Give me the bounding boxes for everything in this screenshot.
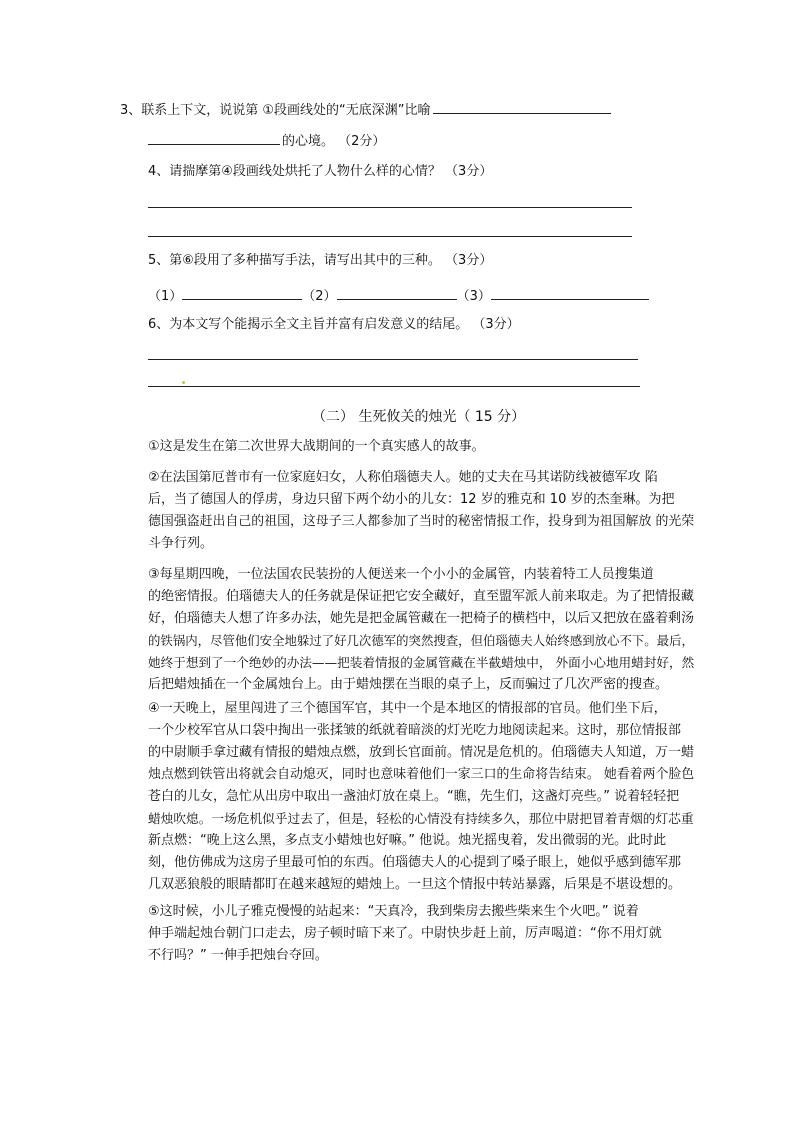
paragraph-4-line: 的中尉顺手拿过藏有情报的蜡烛点燃，放到长官面前。情况是危机的。伯瑙德夫人知道，万一蜡 — [148, 745, 695, 760]
answer-blank-2[interactable] — [337, 285, 457, 300]
paragraph-2-line: ②在法国第厄普市有一位家庭妇女，人称伯瑙德夫人。她的丈夫在马其诺防线被德军攻 陷 — [148, 470, 658, 485]
question-3 — [120, 99, 611, 120]
answer-line[interactable] — [148, 386, 640, 387]
paragraph-5-line: ⑤这时候，小儿子雅克慢慢的站起来：“天真冷，我到柴房去搬些柴来生个火吧。” 说着 — [148, 904, 639, 919]
paragraph-4-line: 几双恶狼般的眼睛都盯在越来越短的蜡烛上。一旦这个情报中转站暴露，后果是不堪设想的。 — [148, 877, 682, 892]
paragraph-4-line: 刻，他仿佛成为这房子里最可怕的东西。伯瑙德夫人的心提到了嗓子眼上，她似乎感到德军那 — [148, 855, 682, 870]
question-5: 5、第⑥段用了多种描写手法，请写出其中的三种。 （3分） — [148, 253, 493, 268]
answer-blank-1[interactable] — [182, 285, 302, 300]
stray-mark — [182, 381, 185, 384]
question-5-blanks — [148, 285, 649, 306]
paragraph-3-line: 的铁锅内，尽管他们安全地躲过了好几次德军的突然搜查，但伯瑙德夫人始终感到放心不下。最后， — [148, 633, 694, 648]
paragraph-3-line: 她终于想到了一个绝妙的办法——把装着情报的金属管藏在半截蜡烛中， 外面小心地用蜡封好，然 — [148, 655, 695, 670]
answer-line[interactable] — [148, 359, 638, 360]
paragraph-5-line: 不行吗？” 一伸手把烛台夺回。 — [148, 948, 328, 963]
paragraph-3-line: 后把蜡烛插在一个金属烛台上。由于蜡烛摆在当眼的桌子上，反而骗过了几次严密的搜查。 — [148, 677, 669, 692]
answer-blank[interactable] — [433, 99, 611, 114]
blank-label-2: （2） — [302, 289, 337, 304]
paragraph-3-line: 好，伯瑙德夫人想了许多办法，她先是把金属管藏在一把椅子的横档中，以后又把放在盛着剩汤 — [148, 611, 695, 626]
paragraph-4-line: 蜡烛吹熄。一场危机似乎过去了，但是，轻松的心情没有持续多久，那位中尉把冒着青烟的灯芯重 — [148, 811, 694, 826]
answer-blank[interactable] — [148, 130, 280, 145]
question-3-text: 3、联系上下文，说说第 ①段画线处的“无底深渊”比喻 — [120, 103, 431, 118]
paragraph-1: ①这是发生在第二次世界大战期间的一个真实感人的故事。 — [148, 439, 485, 454]
answer-line[interactable] — [148, 236, 632, 237]
question-3-continued — [148, 130, 385, 151]
question-6: 6、为本文写个能揭示全文主旨并富有启发意义的结尾。 （3分） — [148, 317, 520, 332]
paragraph-4-line: 苍白的儿女，急忙从出房中取出一盏油灯放在桌上。“瞧，先生们，这盏灯亮些。” 说着轻轻把 — [148, 789, 680, 804]
paragraph-3-line: ③每星期四晚，一位法国农民装扮的人便送来一个小小的金属管，内装着特工人员搜集道 — [148, 567, 654, 582]
question-3-text-end: 的心境。 （2分） — [282, 134, 386, 149]
question-4: 4、请揣摩第④段画线处烘托了人物什么样的心情？ （3分） — [148, 164, 493, 179]
paragraph-4-line: ④一天晚上，屋里闯进了三个德国军官，其中一个是本地区的情报部的官员。他们坐下后， — [148, 701, 667, 716]
paragraph-5-line: 伸手端起烛台朝门口走去，房子顿时暗下来了。中尉快步赶上前，厉声喝道：“你不用灯就 — [148, 926, 662, 941]
answer-line[interactable] — [148, 207, 632, 208]
blank-label-3: （3） — [456, 289, 491, 304]
paragraph-2-line: 后，当了德国人的俘虏，身边只留下两个幼小的儿女：12 岁的雅克和 10 岁的杰奎琳。为把 — [148, 492, 675, 507]
section-title: （二） 生死攸关的烛光（ 15 分） — [312, 409, 526, 425]
paragraph-4-line: 新点燃：“晚上这么黑，多点支小蜡烛也好嘛。” 他说。烛光摇曳着，发出微弱的光。此时此 — [148, 833, 667, 848]
answer-blank-3[interactable] — [491, 285, 649, 300]
paragraph-4-line: 一个少校军官从口袋中掏出一张揉皱的纸就着暗淡的灯光吃力地阅读起来。这时，那位情报部 — [148, 723, 682, 738]
paragraph-4-line: 烛点燃到铁管出将就会自动熄灭，同时也意味着他们一家三口的生命将告结束。 她看着两个脸色 — [148, 767, 695, 782]
paragraph-2-line: 斗争行列。 — [148, 536, 214, 551]
paragraph-3-line: 的绝密情报。伯瑙德夫人的任务就是保证把它安全藏好，直至盟军派人前来取走。为了把情报藏 — [148, 589, 695, 604]
paragraph-2-line: 德国强盗赶出自己的祖国，这母子三人都参加了当时的秘密情报工作，投身到为祖国解放 的光荣 — [148, 514, 695, 529]
blank-label-1: （1） — [148, 289, 183, 304]
